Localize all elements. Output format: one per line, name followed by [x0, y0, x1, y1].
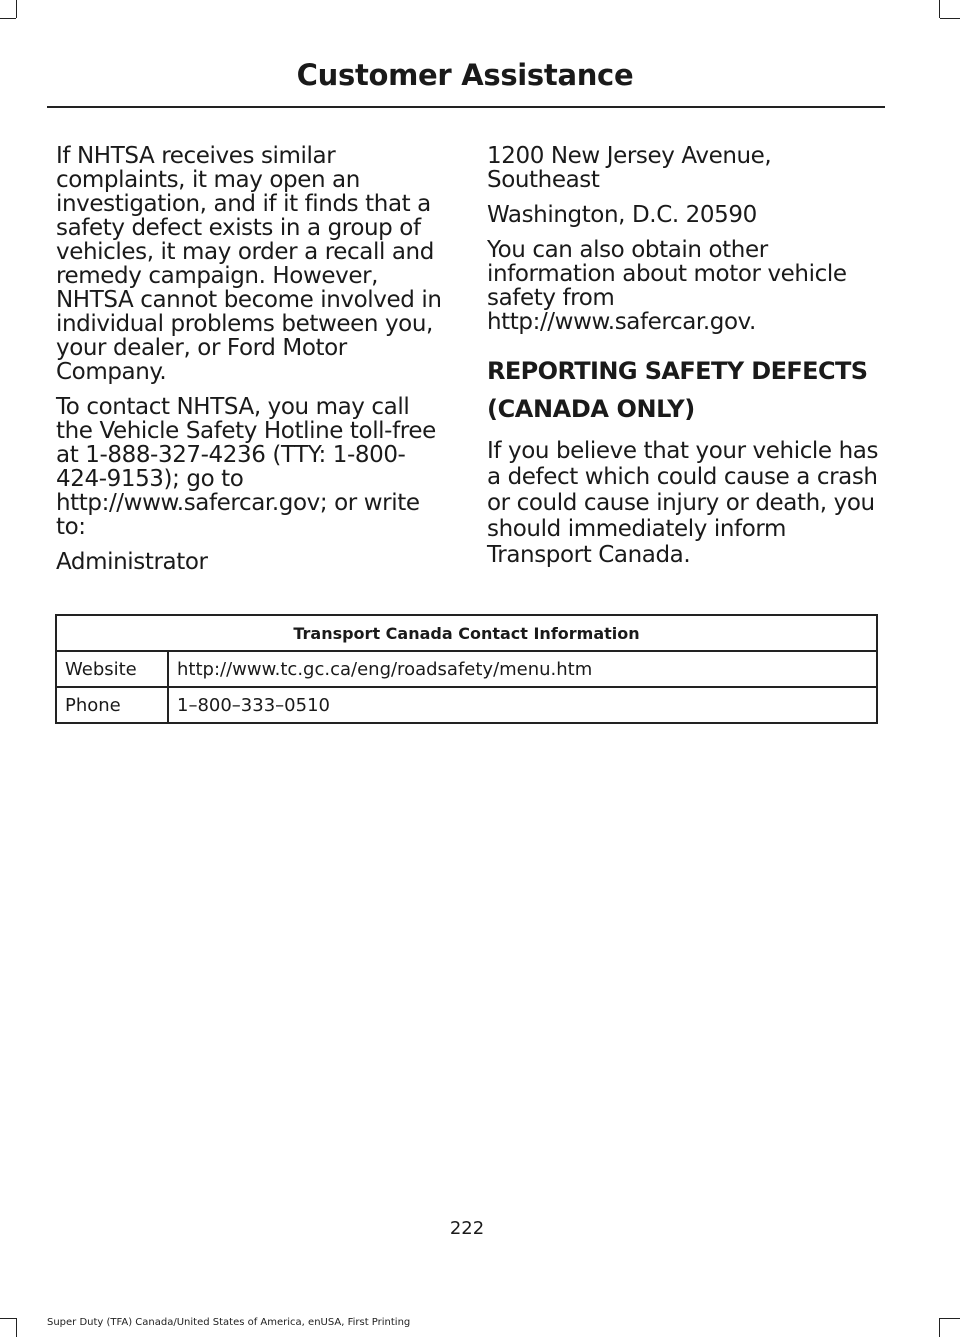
page-title: Customer Assistance	[296, 58, 634, 92]
table-header-row	[56, 615, 877, 651]
table-row	[56, 651, 877, 687]
table-cell-label: Website	[56, 651, 168, 687]
crop-mark	[16, 1318, 17, 1337]
table-cell-label: Phone	[56, 687, 168, 723]
section-heading-sub: (CANADA ONLY)	[487, 395, 695, 423]
left-column	[56, 144, 451, 585]
crop-mark	[0, 18, 16, 19]
right-column	[487, 144, 887, 576]
header-divider	[47, 106, 885, 108]
crop-mark	[940, 18, 960, 19]
table-title: Transport Canada Contact Information	[56, 615, 877, 651]
crop-mark	[940, 1318, 960, 1319]
crop-mark	[16, 0, 17, 18]
paragraph: If you believe that your vehicle has a defect which could cause a crash or could cause injury or death, you should immediately inform Transport Canada.	[487, 438, 879, 568]
paragraph: Washington, D.C. 20590	[487, 202, 757, 228]
page-number: 222	[449, 1218, 485, 1239]
crop-mark	[0, 1318, 16, 1319]
section-heading: REPORTING SAFETY DEFECTS	[487, 357, 868, 385]
crop-mark	[939, 1318, 940, 1337]
paragraph: You can also obtain other information about motor vehicle safety from http://www.safercar.gov.	[487, 237, 847, 335]
paragraph: 1200 New Jersey Avenue, Southeast	[487, 143, 772, 193]
table-cell-value: 1–800–333–0510	[168, 687, 877, 723]
paragraph: Administrator	[56, 549, 208, 575]
footer-text: Super Duty (TFA) Canada/United States of America, enUSA, First Printing	[47, 1317, 411, 1328]
paragraph: If NHTSA receives similar complaints, it may open an investigation, and if it finds that a safety defect exists in a group of vehicles, it may order a recall and remedy campaign. However, NHTSA cannot become involved in individual problems between you, your dealer, or Ford Motor Company.	[56, 143, 442, 385]
paragraph: To contact NHTSA, you may call the Vehicle Safety Hotline toll-free at 1-888-327-4236 (TTY: 1-800-424-9153); go to http://www.safercar.gov; or write to:	[56, 394, 436, 540]
table-cell-value: http://www.tc.gc.ca/eng/roadsafety/menu.htm	[168, 651, 877, 687]
contact-table	[55, 614, 878, 724]
crop-mark	[939, 0, 940, 18]
table-row	[56, 687, 877, 723]
